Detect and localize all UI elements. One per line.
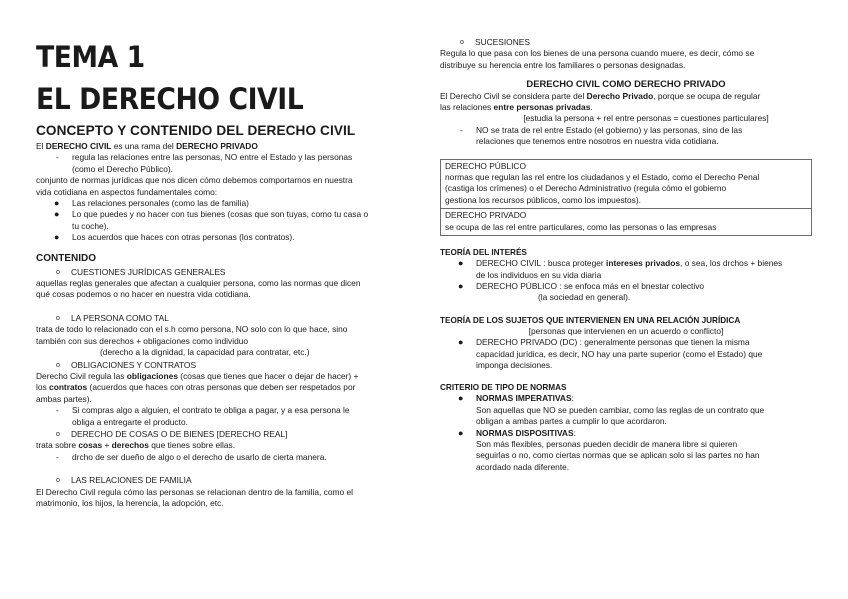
heading-criterio-normas: CRITERIO DE TIPO DE NORMAS	[440, 383, 567, 393]
section-heading-concepto: CONCEPTO Y CONTENIDO DEL DERECHO CIVIL	[36, 123, 356, 138]
subsection-label: o SUCESIONES	[460, 37, 530, 47]
left-column: TEMA 1 EL DERECHO CIVIL CONCEPTO Y CONTENIDO DEL DERECHO CIVIL El DERECHO CIVIL es una rama del DERECHO PRIVADO - regula las relaciones entre las personas, NO entre el Estado y las personas (como el Derecho Público). conjunto de normas jurídicas que nos dicen cómo debemos comportarnos en nuestra vida cotidiana en aspectos fundamentales como: ● Las relaciones personales (como las de familia) ● Lo que puedes y no hacer con tus bienes (cosas que son tuyas, como tu casa o tu coche). ● Los acuerdos que haces con otras personas (los contratos). CONTENIDO o CUESTIONES JURÍDICAS GENERALES aquellas reglas generales que afectan a cualquier persona, como las normas que dicen qué cosas podemos o no hacer en nuestra vida cotidiana. o LA PERSONA COMO TAL trata de todo lo relacionado con el s.h como persona, NO solo con lo que hace, sino también con sus derechos + obligaciones como individuo (derecho a la dignidad, la capacidad para contratar, etc.) o OBLIGACIONES Y CONTRATOS Derecho Civil regula las obligaciones (cosas que tienes que hacer o dejar de hacer) + los contratos (acuerdos que haces con otras personas que deben ser respetados por ambas partes). - Si compras algo a alguien, el contrato te obliga a pagar, y a esa persona le obliga a entregarte el producto. o DERECHO DE COSAS O DE BIENES [DERECHO REAL] trata sobre cosas + derechos que tienes sobre ellas. - drcho de ser dueño de algo o el derecho de usarlo de cierta manera. o LAS RELACIONES DE FAMILIA El Derecho Civil regula cómo las personas se relacionan dentro de la familia, como el matrimonio, los hijos, la herencia, la adopción, etc.	[36, 0, 411, 509]
section-heading-privado: DERECHO CIVIL COMO DERECHO PRIVADO	[526, 78, 726, 90]
table-cell-privado: DERECHO PRIVADO se ocupa de las rel entre particulares, como las personas o las empresas	[441, 208, 811, 235]
bullet-item: ● DERECHO PRIVADO (DC) : generalmente personas que tienen la misma capacidad jurídica, es decir, NO hay una parte superior (como el Estado) que imponga decisiones.	[458, 337, 763, 370]
subsection-label: o DERECHO DE COSAS O DE BIENES [DERECHO REAL]	[56, 428, 288, 439]
bullet-item: ● Los acuerdos que haces con otras personas (los contratos).	[54, 232, 295, 243]
section-heading-contenido: CONTENIDO	[36, 252, 96, 264]
intro-paragraph: El DERECHO CIVIL es una rama del DERECHO PRIVADO	[36, 141, 258, 151]
heading-teoria-interes: TEORÍA DEL INTERÉS	[440, 248, 527, 258]
bullet-item: ● NORMAS IMPERATIVAS: Son aquellas que NO se pueden cambiar, como las reglas de un contrato que obligan a ambas partes a cumplir lo que acordaron.	[458, 393, 765, 427]
subsection-label: o CUESTIONES JURÍDICAS GENERALES	[56, 266, 226, 277]
dash-item: - NO se trata de rel entre Estado (el gobierno) y las personas, sino de las relaciones que tenemos entre nosotros en nuestra vida cotidiana.	[460, 124, 743, 147]
dash-item: - Si compras algo a alguien, el contrato te obliga a pagar, y a esa persona le obliga a entregarte el producto.	[56, 405, 350, 427]
subsection-label: o LA PERSONA COMO TAL	[56, 312, 169, 323]
table-cell-publico: DERECHO PÚBLICO normas que regulan las rel entre los ciudadanos y el Estado, como el Derecho Penal (castiga los crímenes) o el Derecho Administrativo (regula cómo el gobierno gestiona los recursos públicos, como los impuestos).	[445, 160, 760, 205]
comparison-table	[440, 159, 812, 236]
right-column: o SUCESIONES Regula lo que pasa con los bienes de una persona cuando muere, es decir, cómo se distribuye su herencia entre los familiares o personas designadas. DERECHO CIVIL COMO DERECHO PRIVADO El Derecho Civil se considera parte del Derecho Privado, porque se ocupa de regular las relaciones entre personas privadas. [estudia la persona + rel entre personas = cuestiones particulares] - NO se trata de rel entre Estado (el gobierno) y las personas, sino de las relaciones que tenemos entre nosotros en nuestra vida cotidiana. DERECHO PÚBLICO normas que regulan las rel entre los ciudadanos y el Estado, como el Derecho Penal (castiga los crímenes) o el Derecho Administrativo (regula cómo el gobierno gestiona los recursos públicos, como los impuestos). DERECHO PRIVADO se ocupa de las rel entre particulares, como las personas o las empresas TEORÍA DEL INTERÉS ● DERECHO CIVIL : busca proteger intereses privados, o sea, los drchos + bienes de los individuos en su vida diaria ● DERECHO PÚBLICO : se enfoca más en el bnestar colectivo (la sociedad en general). TEORÍA DE LOS SUJETOS QUE INTERVIENEN EN UNA RELACIÓN JURÍDICA [personas que intervienen en un acuerdo o conflicto] ● DERECHO PRIVADO (DC) : generalmente personas que tienen la misma capacidad jurídica, es decir, NO hay una parte superior (como el Estado) que imponga decisiones. CRITERIO DE TIPO DE NORMAS ● NORMAS IMPERATIVAS: Son aquellas que NO se pueden cambiar, como las reglas de un contrato que obligan a ambas partes a cumplir lo que acordaron. ● NORMAS DISPOSITIVAS: Son más flexibles, personas pueden decidir de manera libre si quieren seguirlas o no, como ciertas normas que se aplican solo si las partes no han acordado nada diferente.	[440, 0, 812, 473]
bullet-item: ● NORMAS DISPOSITIVAS: Son más flexibles, personas pueden decidir de manera libre si quieren seguirlas o no, como ciertas normas que se aplican solo si las partes no han acordado nada diferente.	[458, 427, 760, 472]
conjunto-paragraph: conjunto de normas jurídicas que nos dicen cómo debemos comportarnos en nuestra	[36, 175, 353, 186]
topic-title: TEMA 1	[36, 40, 145, 74]
bullet-item: ● Lo que puedes y no hacer con tus bienes (cosas que son tuyas, como tu casa o tu coche).	[54, 209, 369, 231]
subsection-label: o OBLIGACIONES Y CONTRATOS	[56, 359, 197, 370]
bullet-item: ● Las relaciones personales (como las de familia)	[54, 198, 249, 209]
dash-item: - regula las relaciones entre las personas, NO entre el Estado y las personas (como el Derecho Público).	[56, 152, 353, 174]
document-title: EL DERECHO CIVIL	[36, 82, 304, 116]
bullet-item: ● DERECHO PÚBLICO : se enfoca más en el bnestar colectivo (la sociedad en general).	[458, 280, 705, 303]
heading-teoria-sujetos: TEORÍA DE LOS SUJETOS QUE INTERVIENEN EN UNA RELACIÓN JURÍDICA	[440, 315, 741, 325]
bullet-item: ● DERECHO CIVIL : busca proteger intereses privados, o sea, los drchos + bienes de los individuos en su vida diaria	[458, 258, 783, 280]
subsection-label: o LAS RELACIONES DE FAMILIA	[56, 475, 192, 486]
dash-item: - drcho de ser dueño de algo o el derecho de usarlo de cierta manera.	[56, 451, 327, 462]
